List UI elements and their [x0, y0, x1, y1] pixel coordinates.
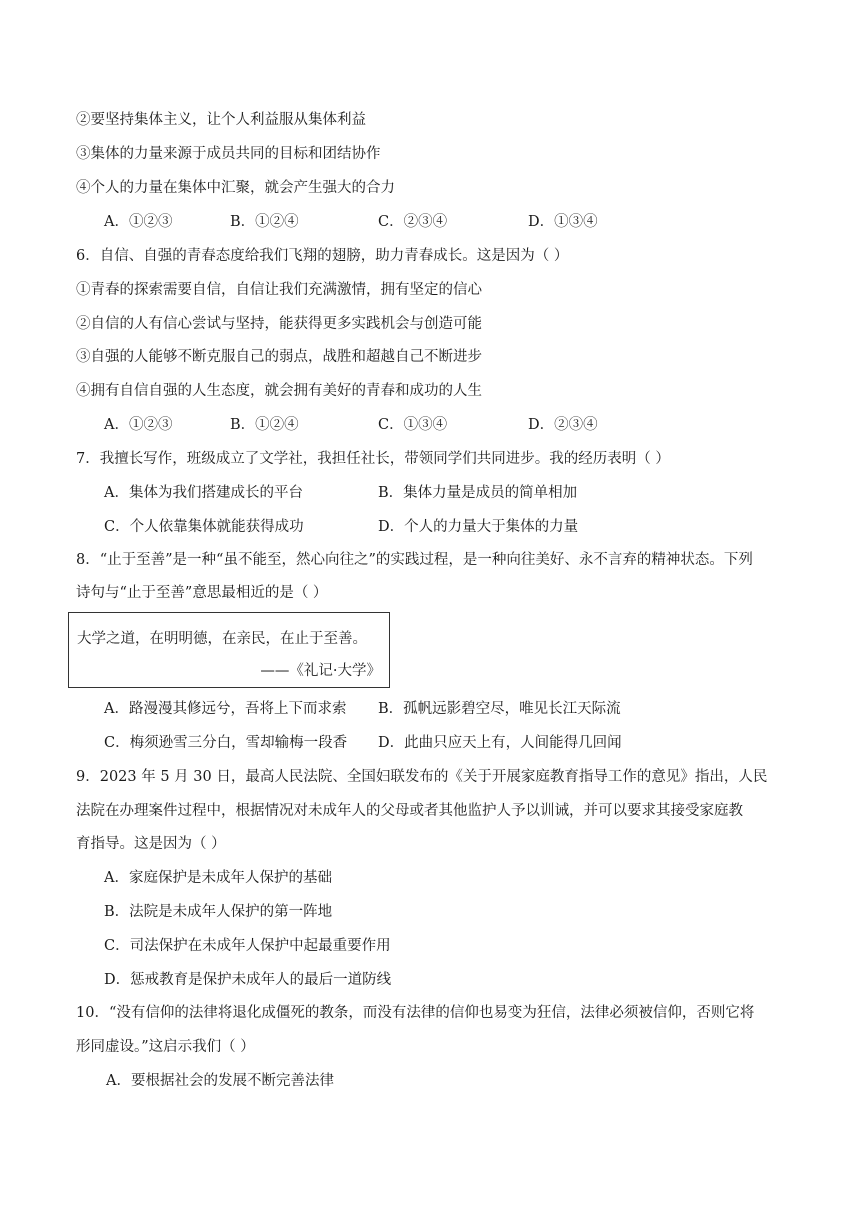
q7-option-c: C．个人依靠集体就能获得成功 [104, 519, 304, 535]
q8-option-b: B．孤帆远影碧空尽，唯见长江天际流 [378, 701, 621, 717]
q8-stem-line-1: 8．“止于至善”是一种“虽不能至，然心向往之”的实践过程，是一种向往美好、永不言弃的精神状态。下列 [76, 552, 753, 568]
q5-option-a: A．①②③ [104, 214, 173, 230]
q5-statement-3: ③集体的力量来源于成员共同的目标和团结协作 [76, 146, 381, 162]
q9-stem-line-3: 育指导。这是因为（ ） [76, 836, 226, 852]
q5-statement-2: ②要坚持集体主义，让个人利益服从集体利益 [76, 112, 366, 128]
q8-quote-text: 大学之道，在明明德，在亲民，在止于至善。 [77, 631, 367, 647]
q8-stem-line-2: 诗句与“止于至善”意思最相近的是（ ） [76, 585, 328, 601]
q6-statement-4: ④拥有自信自强的人生态度，就会拥有美好的青春和成功的人生 [76, 383, 482, 399]
q6-option-c: C．①③④ [378, 417, 448, 433]
q5-statement-4: ④个人的力量在集体中汇聚，就会产生强大的合力 [76, 180, 395, 196]
q8-option-d: D．此曲只应天上有，人间能得几回闻 [378, 735, 622, 751]
q7-option-d: D．个人的力量大于集体的力量 [378, 519, 579, 535]
q10-stem-line-1: 10．“没有信仰的法律将退化成僵死的教条，而没有法律的信仰也易变为狂信，法律必须被信仰，否则它将 [76, 1005, 755, 1021]
q10-stem-line-2: 形同虚设。”这启示我们（ ） [76, 1039, 255, 1055]
q8-quote-source: ——《礼记·大学》 [260, 663, 381, 679]
q8-option-a: A．路漫漫其修远兮，吾将上下而求索 [104, 701, 347, 717]
q6-statement-1: ①青春的探索需要自信，自信让我们充满激情，拥有坚定的信心 [76, 282, 482, 298]
q6-option-d: D．②③④ [528, 417, 598, 433]
q9-stem-line-2: 法院在办理案件过程中，根据情况对未成年人的父母或者其他监护人予以训诫，并可以要求其接受家庭教 [76, 803, 743, 819]
q10-option-a: A．要根据社会的发展不断完善法律 [106, 1073, 334, 1089]
q7-stem: 7．我擅长写作，班级成立了文学社，我担任社长，带领同学们共同进步。我的经历表明（ ） [76, 451, 670, 467]
q6-statement-3: ③自强的人能够不断克服自己的弱点，战胜和超越自己不断进步 [76, 349, 482, 365]
q9-stem-line-1: 9．2023 年 5 月 30 日，最高人民法院、全国妇联发布的《关于开展家庭教育指导工作的意见》指出，人民 [76, 769, 768, 785]
q6-stem: 6．自信、自强的青春态度给我们飞翔的翅膀，助力青春成长。这是因为（ ） [76, 248, 569, 264]
q9-option-c: C．司法保护在未成年人保护中起最重要作用 [104, 938, 391, 954]
q6-option-a: A．①②③ [104, 417, 173, 433]
q8-option-c: C．梅须逊雪三分白，雪却输梅一段香 [104, 735, 348, 751]
q8-quote-box [68, 612, 390, 688]
q5-option-d: D．①③④ [528, 214, 598, 230]
q5-option-b: B．①②④ [230, 214, 299, 230]
q9-option-b: B．法院是未成年人保护的第一阵地 [104, 904, 333, 920]
q7-option-a: A．集体为我们搭建成长的平台 [104, 485, 303, 501]
q5-option-c: C．②③④ [378, 214, 448, 230]
q7-option-b: B．集体力量是成员的简单相加 [378, 485, 578, 501]
q6-option-b: B．①②④ [230, 417, 299, 433]
q9-option-a: A．家庭保护是未成年人保护的基础 [104, 870, 332, 886]
q9-option-d: D．惩戒教育是保护未成年人的最后一道防线 [104, 972, 392, 988]
q6-statement-2: ②自信的人有信心尝试与坚持，能获得更多实践机会与创造可能 [76, 316, 482, 332]
